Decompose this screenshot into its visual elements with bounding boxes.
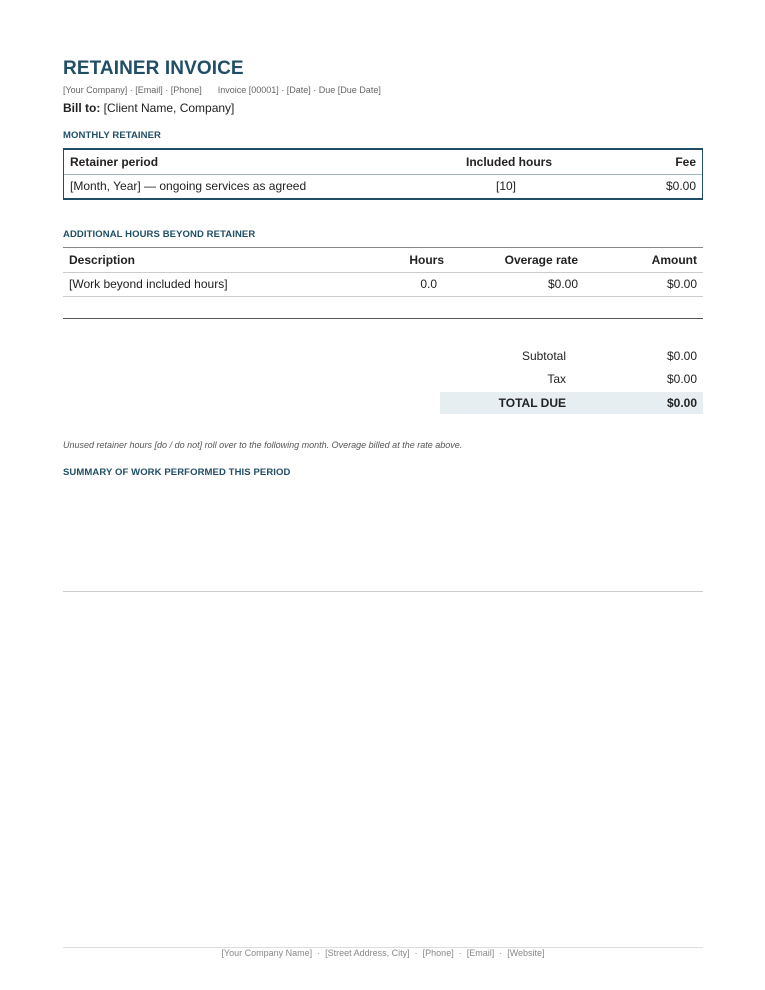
tax-row — [440, 368, 703, 391]
col-amount: Amount — [651, 253, 697, 267]
table-row — [64, 174, 702, 198]
fee-cell: $0.00 — [665, 179, 696, 193]
tax-label: Tax — [547, 372, 566, 386]
retainer-period-cell: [Month, Year] — ongoing services as agreed — [70, 179, 307, 193]
total-due-row — [440, 392, 703, 414]
header-meta-line — [63, 85, 381, 95]
hours-cell: 0.0 — [420, 277, 437, 291]
work-summary-heading: SUMMARY OF WORK PERFORMED THIS PERIOD — [63, 467, 291, 478]
footer-company: [Your Company Name] — [221, 948, 313, 958]
amount-cell: $0.00 — [666, 277, 697, 291]
footer-email: [Email] — [466, 948, 495, 958]
col-description: Description — [69, 253, 136, 267]
monthly-retainer-heading: MONTHLY RETAINER — [63, 130, 162, 141]
retainer-table — [63, 148, 703, 200]
additional-hours-heading: ADDITIONAL HOURS BEYOND RETAINER — [63, 229, 256, 240]
col-retainer-period: Retainer period — [70, 155, 159, 169]
bill-to-line — [63, 101, 234, 115]
footer-separator: · — [317, 948, 321, 958]
invoice-number-date-meta: Invoice [00001] · [Date] · Due [Due Date] — [217, 85, 381, 95]
tax-value: $0.00 — [666, 372, 697, 386]
totals-block — [440, 345, 703, 414]
footer-separator: · — [499, 948, 503, 958]
company-contact-meta: [Your Company] · [Email] · [Phone] — [63, 85, 202, 95]
footer-address: [Street Address, City] — [325, 948, 410, 958]
footer-separator: · — [414, 948, 418, 958]
invoice-page — [63, 0, 703, 990]
footer-website: [Website] — [507, 948, 545, 958]
included-hours-cell: [10] — [496, 179, 517, 193]
footer-phone: [Phone] — [422, 948, 454, 958]
description-cell: [Work beyond included hours] — [69, 277, 228, 291]
col-fee: Fee — [675, 155, 696, 169]
additional-hours-header — [63, 248, 703, 273]
col-overage-rate: Overage rate — [504, 253, 578, 267]
total-due-label: TOTAL DUE — [498, 396, 566, 410]
bill-to-value: [Client Name, Company] — [100, 101, 235, 115]
subtotal-value: $0.00 — [666, 349, 697, 363]
footer — [63, 948, 703, 958]
total-due-value: $0.00 — [666, 396, 697, 410]
subtotal-label: Subtotal — [521, 349, 566, 363]
additional-hours-table — [63, 247, 703, 296]
bill-to-label: Bill to: — [63, 101, 101, 115]
invoice-title: RETAINER INVOICE — [63, 58, 244, 79]
totals-divider — [63, 318, 703, 319]
footer-separator: · — [458, 948, 462, 958]
retainer-table-header — [64, 150, 702, 175]
rollover-note: Unused retainer hours [do / do not] roll over to the following month. Overage billed at the rate above. — [63, 440, 463, 450]
subtotal-row — [440, 345, 703, 368]
table-row — [63, 272, 703, 297]
col-included-hours: Included hours — [466, 155, 553, 169]
col-hours: Hours — [409, 253, 444, 267]
summary-divider — [63, 591, 703, 592]
overage-rate-cell: $0.00 — [547, 277, 578, 291]
